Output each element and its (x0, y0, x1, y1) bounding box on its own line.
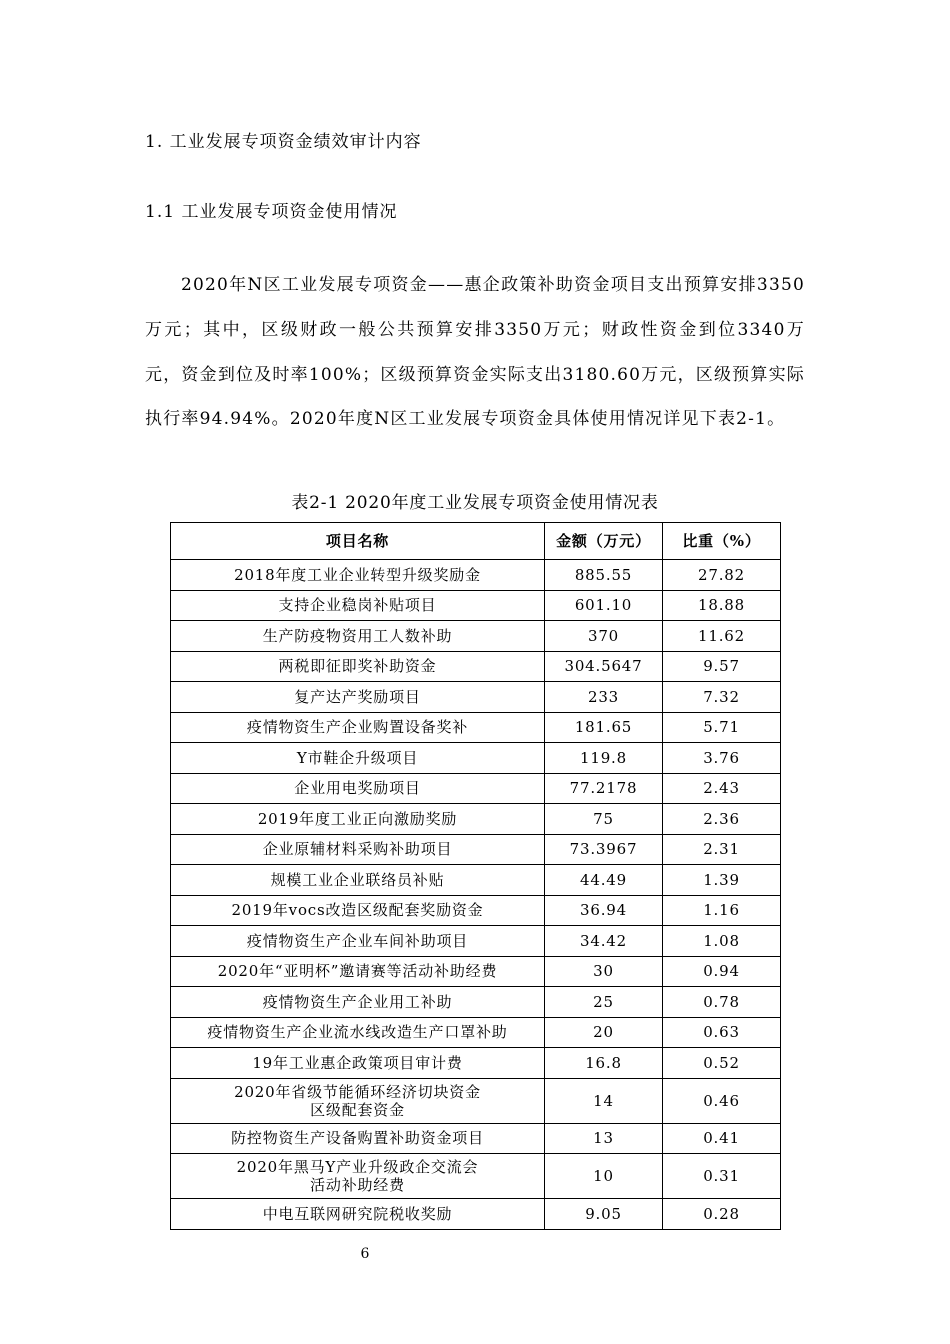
project-name-cell: 疫情物资生产企业车间补助项目 (171, 926, 545, 957)
amount-cell: 73.3967 (545, 834, 663, 865)
ratio-cell: 1.08 (663, 926, 781, 957)
project-name-cell (171, 1154, 545, 1199)
table-row (171, 804, 781, 835)
project-name-cell: 规模工业企业联络员补贴 (171, 865, 545, 896)
amount-cell: 25 (545, 987, 663, 1018)
project-name-line: 区级配套资金 (310, 1100, 405, 1119)
amount-cell: 36.94 (545, 895, 663, 926)
project-name-cell: 支持企业稳岗补贴项目 (171, 590, 545, 621)
section-heading-1-1: 1.1 工业发展专项资金使用情况 (145, 202, 398, 222)
project-name-cell: 2020年“亚明杯”邀请赛等活动补助经费 (171, 956, 545, 987)
funding-table (170, 522, 781, 1230)
table-row (171, 773, 781, 804)
project-name-cell: 2019年vocs改造区级配套奖励资金 (171, 895, 545, 926)
table-row (171, 1078, 781, 1123)
ratio-cell: 11.62 (663, 621, 781, 652)
table-row (171, 834, 781, 865)
amount-cell: 885.55 (545, 560, 663, 591)
amount-cell: 16.8 (545, 1048, 663, 1079)
project-name-cell: 防控物资生产设备购置补助资金项目 (171, 1123, 545, 1154)
header-ratio: 比重（%） (663, 523, 781, 560)
project-name-cell: 19年工业惠企政策项目审计费 (171, 1048, 545, 1079)
amount-cell: 77.2178 (545, 773, 663, 804)
amount-cell: 304.5647 (545, 651, 663, 682)
ratio-cell: 1.39 (663, 865, 781, 896)
ratio-cell: 2.31 (663, 834, 781, 865)
amount-cell: 30 (545, 956, 663, 987)
amount-cell: 233 (545, 682, 663, 713)
table-row (171, 560, 781, 591)
project-name-cell: Y市鞋企升级项目 (171, 743, 545, 774)
table-header-row (171, 523, 781, 560)
section-heading-1: 1. 工业发展专项资金绩效审计内容 (145, 132, 422, 152)
table-row (171, 956, 781, 987)
amount-cell: 34.42 (545, 926, 663, 957)
table-row (171, 590, 781, 621)
project-name-line: 2020年省级节能循环经济切块资金 (234, 1082, 481, 1101)
project-name-cell: 中电互联网研究院税收奖励 (171, 1199, 545, 1230)
page-number: 6 (360, 1246, 370, 1262)
ratio-cell: 0.41 (663, 1123, 781, 1154)
ratio-cell: 2.43 (663, 773, 781, 804)
amount-cell: 119.8 (545, 743, 663, 774)
table-row (171, 1017, 781, 1048)
amount-cell: 601.10 (545, 590, 663, 621)
ratio-cell: 5.71 (663, 712, 781, 743)
table-row (171, 926, 781, 957)
table-row (171, 1048, 781, 1079)
amount-cell: 13 (545, 1123, 663, 1154)
amount-cell: 181.65 (545, 712, 663, 743)
project-name-cell (171, 1078, 545, 1123)
table-caption: 表2-1 2020年度工业发展专项资金使用情况表 (291, 493, 659, 513)
table-row (171, 712, 781, 743)
ratio-cell: 7.32 (663, 682, 781, 713)
project-name-line: 活动补助经费 (310, 1176, 405, 1194)
project-name-cell: 2019年度工业正向激励奖励 (171, 804, 545, 835)
project-name-cell: 疫情物资生产企业用工补助 (171, 987, 545, 1018)
table-row (171, 682, 781, 713)
ratio-cell: 3.76 (663, 743, 781, 774)
table-row (171, 1154, 781, 1199)
ratio-cell: 0.52 (663, 1048, 781, 1079)
project-name-cell: 企业用电奖励项目 (171, 773, 545, 804)
ratio-cell: 18.88 (663, 590, 781, 621)
amount-cell: 370 (545, 621, 663, 652)
ratio-cell: 9.57 (663, 651, 781, 682)
ratio-cell: 0.28 (663, 1199, 781, 1230)
amount-cell: 75 (545, 804, 663, 835)
ratio-cell: 2.36 (663, 804, 781, 835)
amount-cell: 44.49 (545, 865, 663, 896)
project-name-cell: 复产达产奖励项目 (171, 682, 545, 713)
ratio-cell: 0.78 (663, 987, 781, 1018)
ratio-cell: 0.63 (663, 1017, 781, 1048)
project-name-cell: 2018年度工业企业转型升级奖励金 (171, 560, 545, 591)
amount-cell: 9.05 (545, 1199, 663, 1230)
project-name-cell: 疫情物资生产企业购置设备奖补 (171, 712, 545, 743)
ratio-cell: 0.94 (663, 956, 781, 987)
amount-cell: 14 (545, 1078, 663, 1123)
ratio-cell: 0.46 (663, 1078, 781, 1123)
body-paragraph: 2020年N区工业发展专项资金——惠企政策补助资金项目支出预算安排3350万元；其中，区级财政一般公共预算安排3350万元；财政性资金到位3340万元，资金到位及时率100%；区级预算资金实际支出3180.60万元，区级预算实际执行率94.94%。2020年度N区工业发展专项资金具体使用情况详见下表2-1。 (145, 275, 805, 430)
amount-cell: 20 (545, 1017, 663, 1048)
project-name-cell: 生产防疫物资用工人数补助 (171, 621, 545, 652)
table-row (171, 1199, 781, 1230)
ratio-cell: 27.82 (663, 560, 781, 591)
amount-cell: 10 (545, 1154, 663, 1199)
table-row (171, 651, 781, 682)
project-name-line: 2020年黑马Y产业升级政企交流会 (236, 1158, 479, 1176)
header-project-name: 项目名称 (171, 523, 545, 560)
project-name-cell: 疫情物资生产企业流水线改造生产口罩补助 (171, 1017, 545, 1048)
table-row (171, 987, 781, 1018)
table-row (171, 743, 781, 774)
table-row (171, 621, 781, 652)
project-name-cell: 两税即征即奖补助资金 (171, 651, 545, 682)
table-row (171, 895, 781, 926)
ratio-cell: 1.16 (663, 895, 781, 926)
project-name-cell: 企业原辅材料采购补助项目 (171, 834, 545, 865)
ratio-cell: 0.31 (663, 1154, 781, 1199)
table-row (171, 865, 781, 896)
table-row (171, 1123, 781, 1154)
header-amount: 金额（万元） (545, 523, 663, 560)
